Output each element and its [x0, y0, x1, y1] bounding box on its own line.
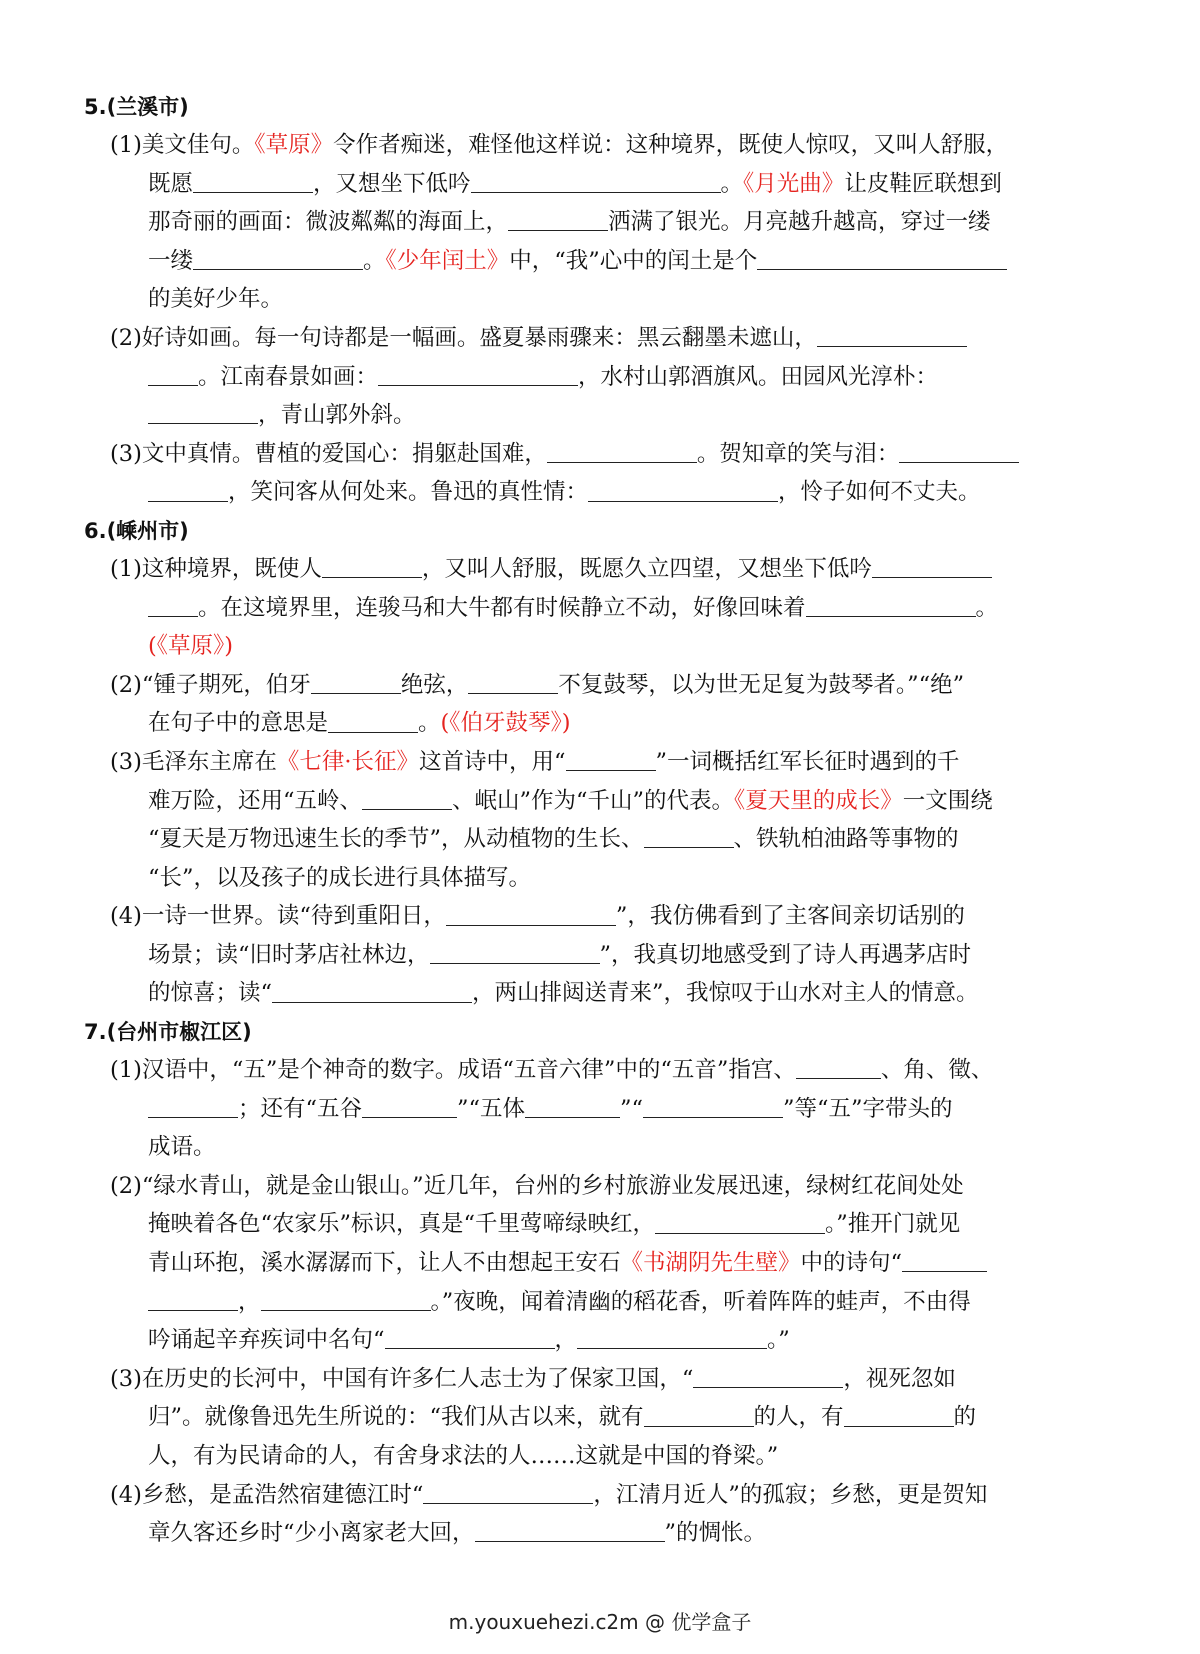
sub-question — [84, 1051, 1124, 1167]
text-line — [84, 897, 1124, 936]
text-line — [84, 1514, 1124, 1553]
answer-blank[interactable] — [872, 556, 992, 578]
answer-blank[interactable] — [525, 1096, 620, 1118]
question-text: 既愿 — [148, 170, 194, 197]
question-text: 这首诗中，用“ — [419, 748, 566, 775]
question-text: 、岷山”作为“千山”的代表。 — [452, 787, 735, 814]
answer-blank[interactable] — [796, 1057, 881, 1079]
question-text: 难万险，还用“五岭、 — [148, 787, 363, 814]
page-footer: m.youxuehezi.c2m @ 优学盒子 — [448, 1610, 752, 1634]
question-text: 那奇丽的画面：微波粼粼的海面上， — [148, 209, 509, 236]
answer-blank[interactable] — [378, 363, 578, 385]
question-text: 。 — [975, 594, 999, 621]
answer-blank[interactable] — [468, 672, 558, 694]
question-text: 。”夜晚，闻着清幽的稻花香，听着阵阵的蛙声，不由得 — [430, 1288, 971, 1315]
text-line — [84, 319, 1124, 358]
text-line — [84, 782, 1124, 821]
question-text: ”“五体 — [457, 1095, 526, 1122]
question-text: (3)在历史的长河中，中国有许多仁人志士为了保家卫国，“ — [110, 1365, 694, 1392]
answer-blank[interactable] — [362, 787, 452, 809]
text-line — [84, 435, 1124, 474]
answer-blank[interactable] — [644, 826, 734, 848]
question-text: (1)这种境界，既使人 — [110, 555, 322, 582]
answer-blank[interactable] — [148, 1096, 238, 1118]
sub-question — [84, 1167, 1124, 1360]
question-text: 。 — [418, 710, 441, 737]
question-text: 、角、徵、 — [880, 1057, 994, 1084]
question-text: ”等“五”字带头的 — [783, 1095, 953, 1122]
answer-blank[interactable] — [272, 980, 472, 1002]
question-text: 成语。 — [148, 1134, 216, 1161]
question-text: ，江清月近人”的孤寂；乡愁，更是贺知 — [593, 1481, 988, 1508]
question-text: “长”，以及孩子的成长进行具体描写。 — [148, 864, 532, 891]
question-text: 归”。就像鲁迅先生所说的：“我们从古以来，就有 — [148, 1404, 644, 1431]
answer-blank[interactable] — [446, 903, 616, 925]
question-text: 一文围绕 — [902, 787, 993, 814]
answer-blank[interactable] — [577, 1327, 767, 1349]
question-text: 场景；读“旧时茅店社林边， — [148, 941, 430, 968]
question-text: (2)“锺子期死，伯牙 — [110, 671, 311, 698]
text-line — [84, 743, 1124, 782]
question-text: (2)好诗如画。每一句诗都是一幅画。盛夏暴雨骤来：黑云翻墨未遮山， — [110, 324, 817, 351]
answer-blank[interactable] — [547, 441, 697, 463]
answer-blank[interactable] — [902, 1250, 987, 1272]
question-text: 的美好少年。 — [148, 286, 284, 313]
text-line — [84, 280, 1124, 319]
question-heading: 7.(台州市椒江区) — [84, 1020, 252, 1045]
answer-blank[interactable] — [430, 942, 600, 964]
answer-blank[interactable] — [148, 1289, 238, 1311]
sub-question — [84, 435, 1124, 512]
question-text: ”的惆怅。 — [664, 1520, 767, 1547]
question-heading: 6.(嵊州市) — [84, 518, 189, 543]
question-text: ，笑问客从何处来。鲁迅的真性情： — [228, 479, 589, 506]
answer-blank[interactable] — [193, 248, 363, 270]
question-text: ， — [238, 1288, 261, 1315]
answer-blank[interactable] — [328, 710, 418, 732]
text-line — [84, 242, 1124, 281]
answer-blank[interactable] — [362, 1096, 457, 1118]
question-text: 让皮鞋匠联想到 — [844, 170, 1002, 197]
answer-blank[interactable] — [643, 1096, 783, 1118]
question-text: 。” — [767, 1327, 790, 1354]
text-line — [84, 1051, 1124, 1090]
question-text: 。”推开门就见 — [825, 1211, 961, 1238]
answer-blank[interactable] — [148, 479, 228, 501]
sub-question — [84, 1360, 1124, 1476]
answer-blank[interactable] — [566, 749, 656, 771]
answer-blank[interactable] — [193, 170, 313, 192]
text-line — [84, 126, 1124, 165]
question-text: (2)“绿水青山，就是金山银山。”近几年，台州的乡村旅游业发展迅速，绿树红花间处处 — [110, 1172, 964, 1199]
answer-blank[interactable] — [899, 441, 1019, 463]
question-text: ”一词概括红军长征时遇到的千 — [655, 748, 960, 775]
answer-blank[interactable] — [644, 1404, 754, 1426]
question-text: (4)乡愁，是孟浩然宿建德江时“ — [110, 1481, 424, 1508]
question-text: 的 — [953, 1404, 977, 1431]
question-text: 人，有为民请命的人，有舍身求法的人……这就是中国的脊梁。” — [148, 1443, 779, 1469]
question-text: 。在这境界里，连骏马和大牛都有时候静立不动，好像回味着 — [198, 594, 806, 621]
question-text: 。 — [720, 170, 744, 197]
answer-blank[interactable] — [475, 1520, 665, 1542]
text-line — [84, 1244, 1124, 1283]
question-text: 的惊喜；读“ — [148, 980, 273, 1007]
sub-question — [84, 666, 1124, 743]
question-text: 不复鼓琴，以为世无足复为鼓琴者。”“绝” — [558, 671, 965, 698]
answer-blank[interactable] — [385, 1327, 555, 1349]
source-title: 《夏天里的成长》 — [734, 787, 903, 814]
question-text: 吟诵起辛弃疾词中名句“ — [148, 1327, 385, 1354]
source-title: 《书湖阴先生壁》 — [620, 1250, 801, 1277]
sub-question — [84, 319, 1124, 435]
source-title: 《少年闰土》 — [385, 247, 510, 274]
text-line — [84, 1476, 1124, 1515]
text-line — [84, 550, 1124, 589]
question-text: 章久客还乡时“少小离家老大回， — [148, 1520, 475, 1547]
text-line — [84, 627, 1124, 666]
source-title: 《七律·长征》 — [276, 748, 420, 775]
question-text: ，水村山郭酒旗风。田园风光淳朴： — [578, 363, 939, 390]
question-text: ，视死忽如 — [843, 1365, 956, 1392]
text-line — [84, 358, 1124, 397]
answer-blank[interactable] — [311, 672, 401, 694]
question-text: (4)一诗一世界。读“待到重阳日， — [110, 903, 446, 930]
question-text: 一缕 — [148, 247, 194, 274]
source-title: (《伯牙鼓琴》) — [440, 710, 571, 737]
question-text: (3)文中真情。曹植的爱国心：捐躯赴国难， — [110, 440, 547, 467]
question-text: 中的诗句“ — [800, 1250, 903, 1277]
text-line — [84, 1283, 1124, 1322]
question-text: ，又想坐下低吟 — [313, 170, 471, 197]
question-text: ，又叫人舒服，既愿久立四望，又想坐下低吟 — [421, 555, 872, 582]
text-line — [84, 859, 1124, 898]
sub-question — [84, 1476, 1124, 1553]
question-text: 。 — [363, 247, 386, 274]
text-line — [84, 396, 1124, 435]
text-line — [84, 203, 1124, 242]
text-line — [84, 1090, 1124, 1129]
question-text: ”，我仿佛看到了主客间亲切话别的 — [615, 903, 965, 930]
question-text: 洒满了银光。月亮越升越高，穿过一缕 — [608, 209, 991, 236]
question-text: 青山环抱，溪水潺潺而下，让人不由想起王安石 — [148, 1250, 621, 1277]
text-line — [84, 820, 1124, 859]
answer-blank[interactable] — [423, 1481, 593, 1503]
question-text: (3)毛泽东主席在 — [110, 748, 277, 775]
text-line — [84, 1205, 1124, 1244]
question-text: 在句子中的意思是 — [148, 710, 329, 737]
question-text: ， — [554, 1327, 578, 1354]
source-title: 《月光曲》 — [743, 170, 845, 197]
answer-blank[interactable] — [588, 479, 778, 501]
question-text: ，青山郭外斜。 — [258, 402, 416, 429]
answer-blank[interactable] — [655, 1211, 825, 1233]
source-title: 《草原》 — [254, 132, 334, 158]
text-line — [84, 974, 1124, 1013]
answer-blank[interactable] — [508, 209, 608, 231]
text-line — [84, 1167, 1124, 1206]
question-text: ，两山排闼送青来”，我惊叹于山水对主人的情意。 — [472, 980, 979, 1007]
answer-blank[interactable] — [471, 170, 721, 192]
text-line — [84, 1398, 1124, 1437]
text-line — [84, 1321, 1124, 1360]
answer-blank[interactable] — [322, 556, 422, 578]
question-text: 。江南春景如画： — [198, 363, 379, 390]
answer-blank[interactable] — [148, 594, 198, 616]
question-heading: 5.(兰溪市) — [84, 95, 189, 119]
sub-question — [84, 743, 1124, 897]
source-title: (《草原》) — [148, 633, 234, 660]
question-text: 、铁轨柏油路等事物的 — [733, 826, 959, 853]
text-line — [84, 165, 1124, 204]
text-line — [84, 666, 1124, 705]
question-text: “夏天是万物迅速生长的季节”，从动植物的生长、 — [148, 826, 644, 853]
text-line — [84, 589, 1124, 628]
question-text: (1)汉语中，“五”是个神奇的数字。成语“五音六律”中的“五音”指宫、 — [110, 1057, 796, 1084]
question-text: 绝弦， — [400, 671, 469, 698]
text-line — [84, 936, 1124, 975]
answer-blank[interactable] — [757, 248, 1007, 270]
question-text: 的人，有 — [753, 1404, 844, 1431]
question-text: 令作者痴迷，难怪他这样说：这种境界，既使人惊叹，又叫人舒服， — [333, 132, 1009, 158]
answer-blank[interactable] — [693, 1366, 843, 1388]
answer-blank[interactable] — [844, 1404, 954, 1426]
question-text: ”“ — [620, 1095, 644, 1122]
question-text: ；还有“五谷 — [238, 1095, 363, 1122]
text-line — [84, 1437, 1124, 1476]
question-text: (1)美文佳句。 — [110, 132, 255, 158]
answer-blank[interactable] — [817, 325, 967, 347]
answer-blank[interactable] — [148, 402, 258, 424]
answer-blank[interactable] — [261, 1289, 431, 1311]
question-text: ”，我真切地感受到了诗人再遇茅店时 — [599, 941, 972, 968]
question-text: 。贺知章的笑与泪： — [696, 440, 900, 467]
sub-question — [84, 550, 1124, 666]
sub-question — [84, 126, 1124, 319]
sub-question — [84, 897, 1124, 1013]
question-text: ，怜子如何不丈夫。 — [778, 479, 981, 506]
text-line — [84, 473, 1124, 512]
question-text: 掩映着各色“农家乐”标识，真是“千里莺啼绿映红， — [148, 1211, 656, 1238]
question-text: 中，“我”心中的闰土是个 — [509, 247, 758, 274]
answer-blank[interactable] — [148, 363, 198, 385]
text-line — [84, 1128, 1124, 1167]
answer-blank[interactable] — [806, 594, 976, 616]
text-line — [84, 704, 1124, 743]
question-content — [84, 88, 1124, 1553]
text-line — [84, 1360, 1124, 1399]
